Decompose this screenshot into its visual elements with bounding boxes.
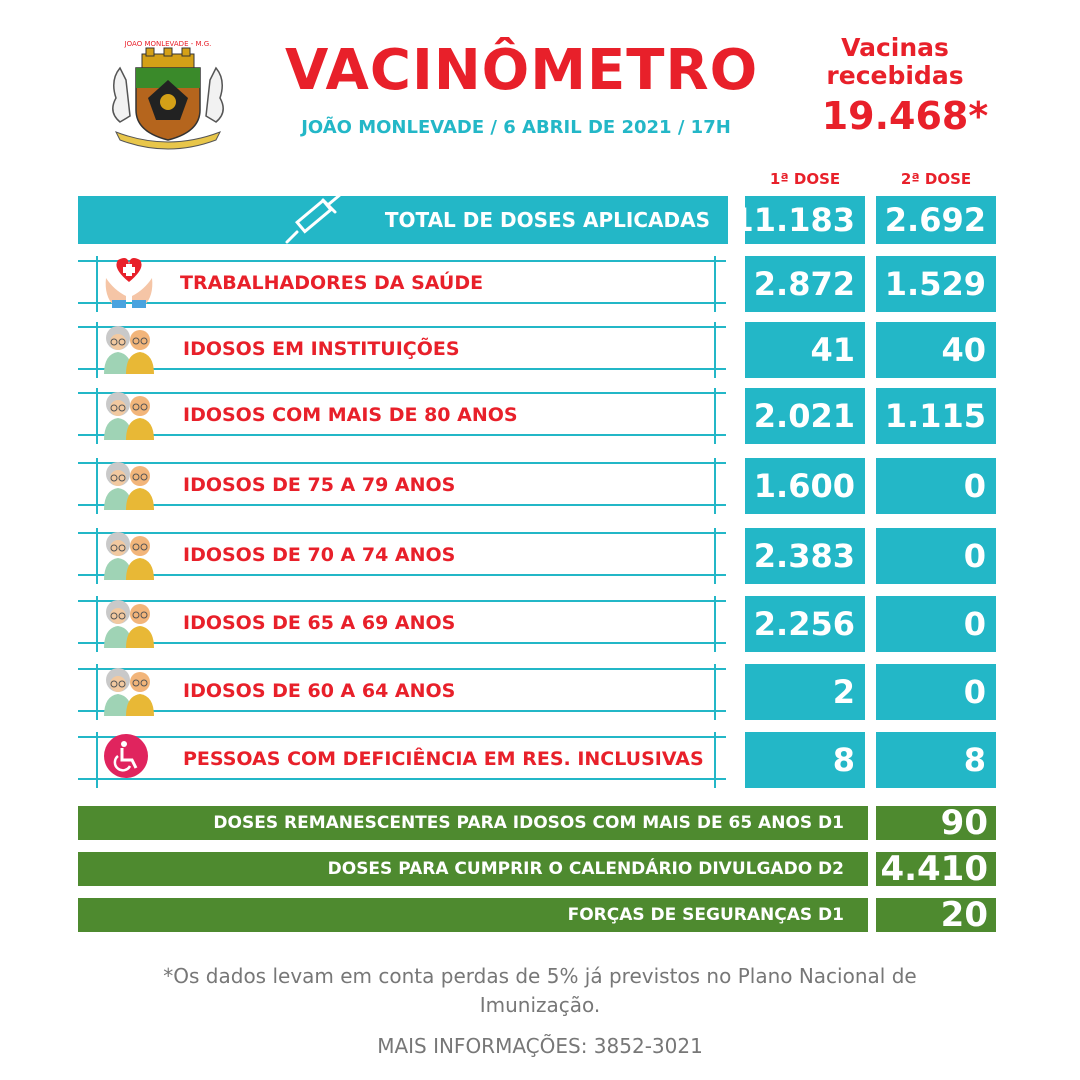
row-dose2-value: 40: [876, 322, 996, 378]
page-title: VACINÔMETRO: [285, 38, 759, 103]
column-header-dose2: 2ª DOSE: [900, 170, 972, 188]
row-tick-line: [714, 256, 716, 312]
row-divider-line: [78, 504, 726, 506]
green-row-value: 90: [876, 806, 996, 840]
total-dose2-value: 2.692: [876, 196, 996, 244]
row-divider-line: [78, 736, 726, 738]
contact-info: MAIS INFORMAÇÕES: 3852-3021: [377, 1034, 703, 1058]
row-tick-line: [714, 596, 716, 652]
row-tick-line: [714, 388, 716, 444]
row-dose1-value: 2.021: [745, 388, 865, 444]
row-label: IDOSOS EM INSTITUIÇÕES: [183, 338, 460, 360]
page-subtitle: JOÃO MONLEVADE / 6 ABRIL DE 2021 / 17H: [301, 117, 731, 138]
row-tick-line: [96, 664, 98, 720]
row-divider-line: [78, 260, 726, 262]
row-dose2-value: 0: [876, 596, 996, 652]
row-dose2-value: 0: [876, 664, 996, 720]
row-divider-line: [78, 778, 726, 780]
row-tick-line: [96, 732, 98, 788]
row-divider-line: [78, 710, 726, 712]
row-dose1-value: 2.383: [745, 528, 865, 584]
row-dose1-value: 2.872: [745, 256, 865, 312]
elderly-couple-icon: [100, 528, 158, 580]
row-dose2-value: 0: [876, 528, 996, 584]
row-tick-line: [714, 528, 716, 584]
row-divider-line: [78, 642, 726, 644]
row-label: PESSOAS COM DEFICIÊNCIA EM RES. INCLUSIVAS: [183, 748, 704, 770]
row-tick-line: [96, 388, 98, 444]
vaccines-received-label: Vacinas recebidas: [826, 33, 964, 90]
row-divider-line: [78, 574, 726, 576]
wheelchair-icon: [100, 732, 158, 784]
city-coat-of-arms-logo: [108, 40, 228, 152]
row-dose1-value: 8: [745, 732, 865, 788]
row-label: IDOSOS DE 70 A 74 ANOS: [183, 544, 456, 566]
elderly-couple-icon: [100, 596, 158, 648]
vaccines-received-value: 19.468*: [821, 94, 989, 138]
row-tick-line: [96, 458, 98, 514]
row-divider-line: [78, 302, 726, 304]
row-tick-line: [96, 596, 98, 652]
row-label: IDOSOS DE 60 A 64 ANOS: [183, 680, 456, 702]
green-row-label: DOSES PARA CUMPRIR O CALENDÁRIO DIVULGADO D2: [78, 852, 868, 886]
elderly-couple-icon: [100, 664, 158, 716]
row-divider-line: [78, 668, 726, 670]
elderly-couple-icon: [100, 388, 158, 440]
row-tick-line: [714, 458, 716, 514]
row-tick-line: [714, 732, 716, 788]
row-dose2-value: 1.115: [876, 388, 996, 444]
row-tick-line: [714, 322, 716, 378]
elderly-couple-icon: [100, 458, 158, 510]
elderly-couple-icon: [100, 322, 158, 374]
total-dose1-value: 11.183: [745, 196, 865, 244]
row-dose1-value: 41: [745, 322, 865, 378]
green-row-label: FORÇAS DE SEGURANÇAS D1: [78, 898, 868, 932]
row-divider-line: [78, 326, 726, 328]
total-doses-label: TOTAL DE DOSES APLICADAS: [384, 208, 710, 232]
heart-hands-icon: [100, 256, 158, 308]
row-dose1-value: 2.256: [745, 596, 865, 652]
row-label: IDOSOS DE 75 A 79 ANOS: [183, 474, 456, 496]
row-tick-line: [96, 256, 98, 312]
row-label: TRABALHADORES DA SAÚDE: [180, 272, 484, 294]
row-divider-line: [78, 434, 726, 436]
row-dose1-value: 2: [745, 664, 865, 720]
row-divider-line: [78, 392, 726, 394]
row-label: IDOSOS COM MAIS DE 80 ANOS: [183, 404, 518, 426]
row-divider-line: [78, 532, 726, 534]
row-label: IDOSOS DE 65 A 69 ANOS: [183, 612, 456, 634]
green-row-value: 20: [876, 898, 996, 932]
row-dose2-value: 8: [876, 732, 996, 788]
row-dose2-value: 0: [876, 458, 996, 514]
row-dose1-value: 1.600: [745, 458, 865, 514]
green-row-label: DOSES REMANESCENTES PARA IDOSOS COM MAIS DE 65 ANOS D1: [78, 806, 868, 840]
row-divider-line: [78, 600, 726, 602]
row-tick-line: [96, 322, 98, 378]
row-tick-line: [714, 664, 716, 720]
row-tick-line: [96, 528, 98, 584]
row-divider-line: [78, 368, 726, 370]
footnote-text: *Os dados levam em conta perdas de 5% já previstos no Plano Nacional de Imunização.: [163, 964, 917, 1017]
green-row-value: 4.410: [876, 852, 996, 886]
column-header-dose1: 1ª DOSE: [769, 170, 841, 188]
logo-text: JOÃO MONLEVADE - M.G.: [124, 40, 212, 48]
row-dose2-value: 1.529: [876, 256, 996, 312]
row-divider-line: [78, 462, 726, 464]
